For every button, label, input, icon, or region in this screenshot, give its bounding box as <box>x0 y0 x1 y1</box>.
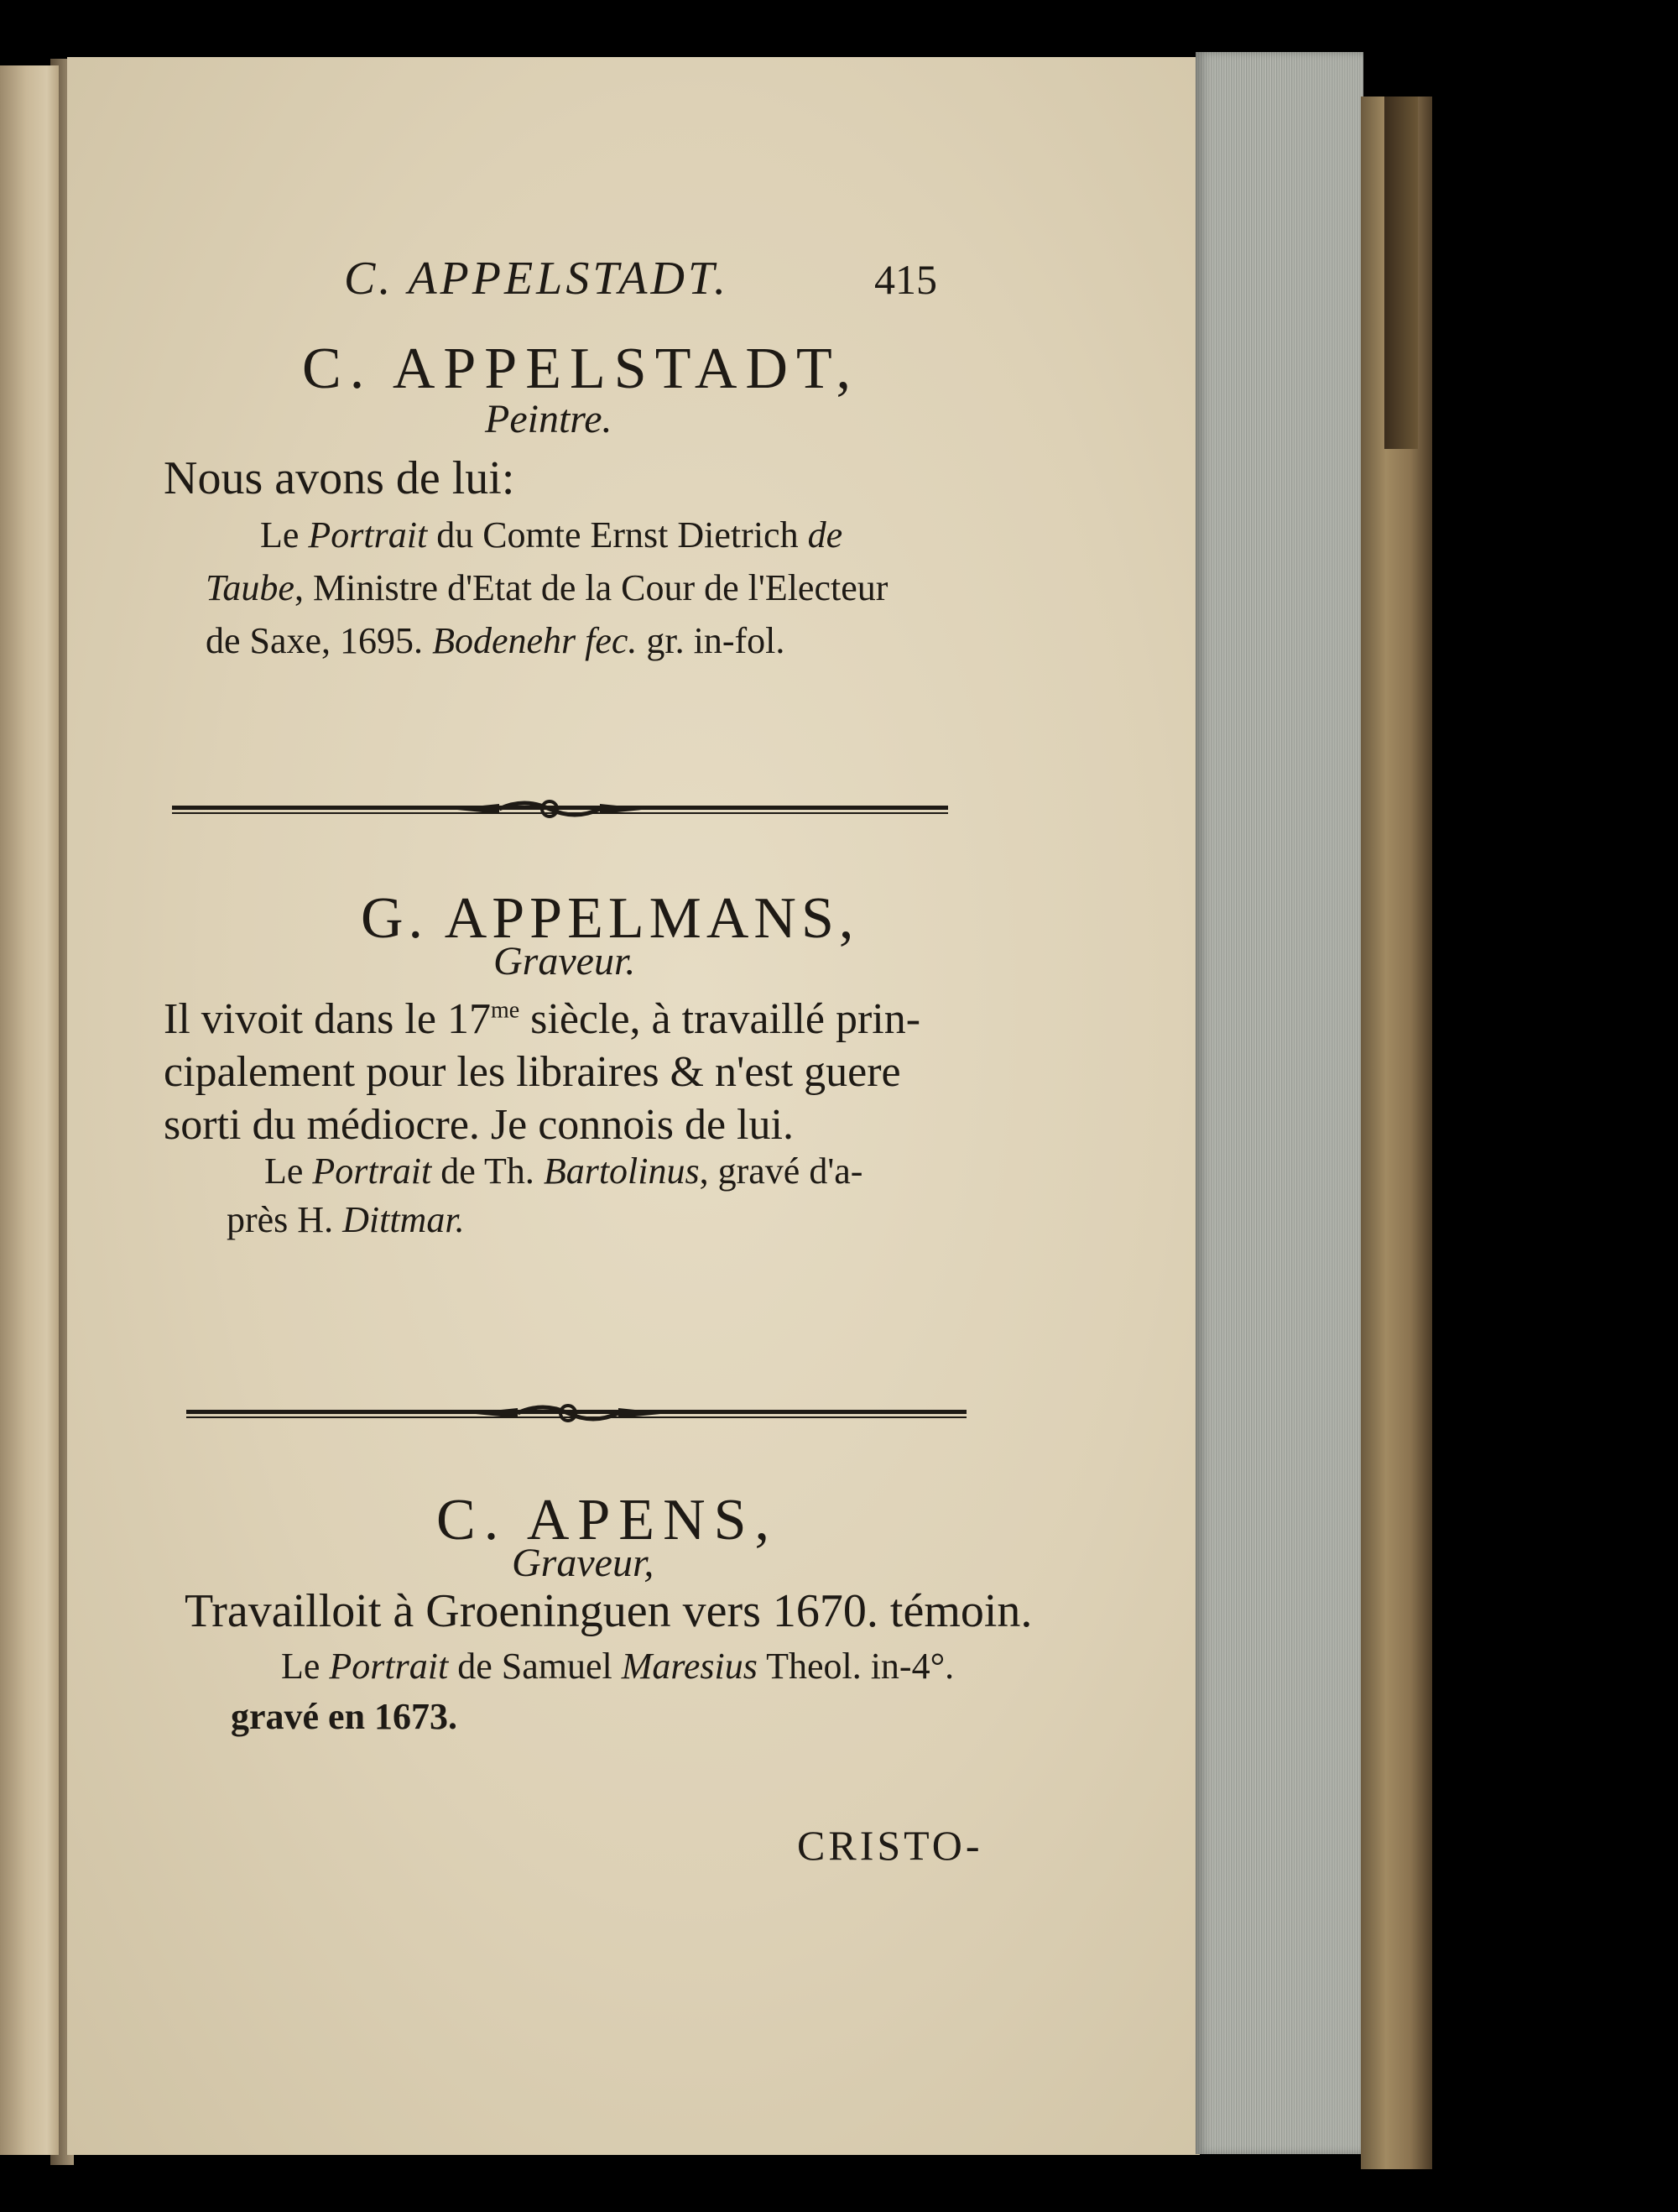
entry-item-line: de Saxe, 1695. Bodenehr fec. gr. in-fol. <box>206 620 785 661</box>
page-number: 415 <box>874 256 937 303</box>
left-facing-page <box>0 65 59 2155</box>
entry-item-line: Taube, Ministre d'Etat de la Cour de l'Electeur <box>206 567 889 608</box>
entry-item-line: près H. Dittmar. <box>227 1199 465 1240</box>
entry-role: Graveur, <box>512 1541 654 1585</box>
entry-name: C. APPELSTADT, <box>302 336 860 401</box>
entry-intro: Nous avons de lui: <box>164 452 515 504</box>
catchword: CRISTO- <box>797 1822 983 1869</box>
ornamental-rule <box>186 1400 967 1428</box>
entry-item-line: gravé en 1673. <box>231 1696 458 1737</box>
entry-role: Peintre. <box>485 397 612 441</box>
entry-para-line: Il vivoit dans le $17^{me}$ siècle, à travaillé prin- <box>164 995 921 1043</box>
entry-item-line: Le Portrait du Comte Ernst Dietrich de <box>260 514 843 556</box>
ornamental-rule <box>172 796 948 824</box>
page-edges <box>1196 52 1363 2154</box>
entry-para-line: cipalement pour les libraires & n'est guere <box>164 1048 901 1096</box>
running-head-title: C. APPELSTADT. <box>344 253 729 305</box>
entry-item-line: Le Portrait de Th. Bartolinus, gravé d'a- <box>264 1150 863 1192</box>
entry-name: C. APENS, <box>436 1488 779 1552</box>
entry-para-line: Travailloit à Groeninguen vers 1670. témoin. <box>185 1585 1033 1637</box>
spine-worn-patch <box>1384 97 1418 449</box>
entry-para-line: sorti du médiocre. Je connois de lui. <box>164 1101 794 1149</box>
entry-item-line: Le Portrait de Samuel Maresius Theol. in-4°. <box>281 1646 955 1687</box>
entry-role: Graveur. <box>493 939 636 983</box>
entry-name: G. APPELMANS, <box>361 886 859 951</box>
